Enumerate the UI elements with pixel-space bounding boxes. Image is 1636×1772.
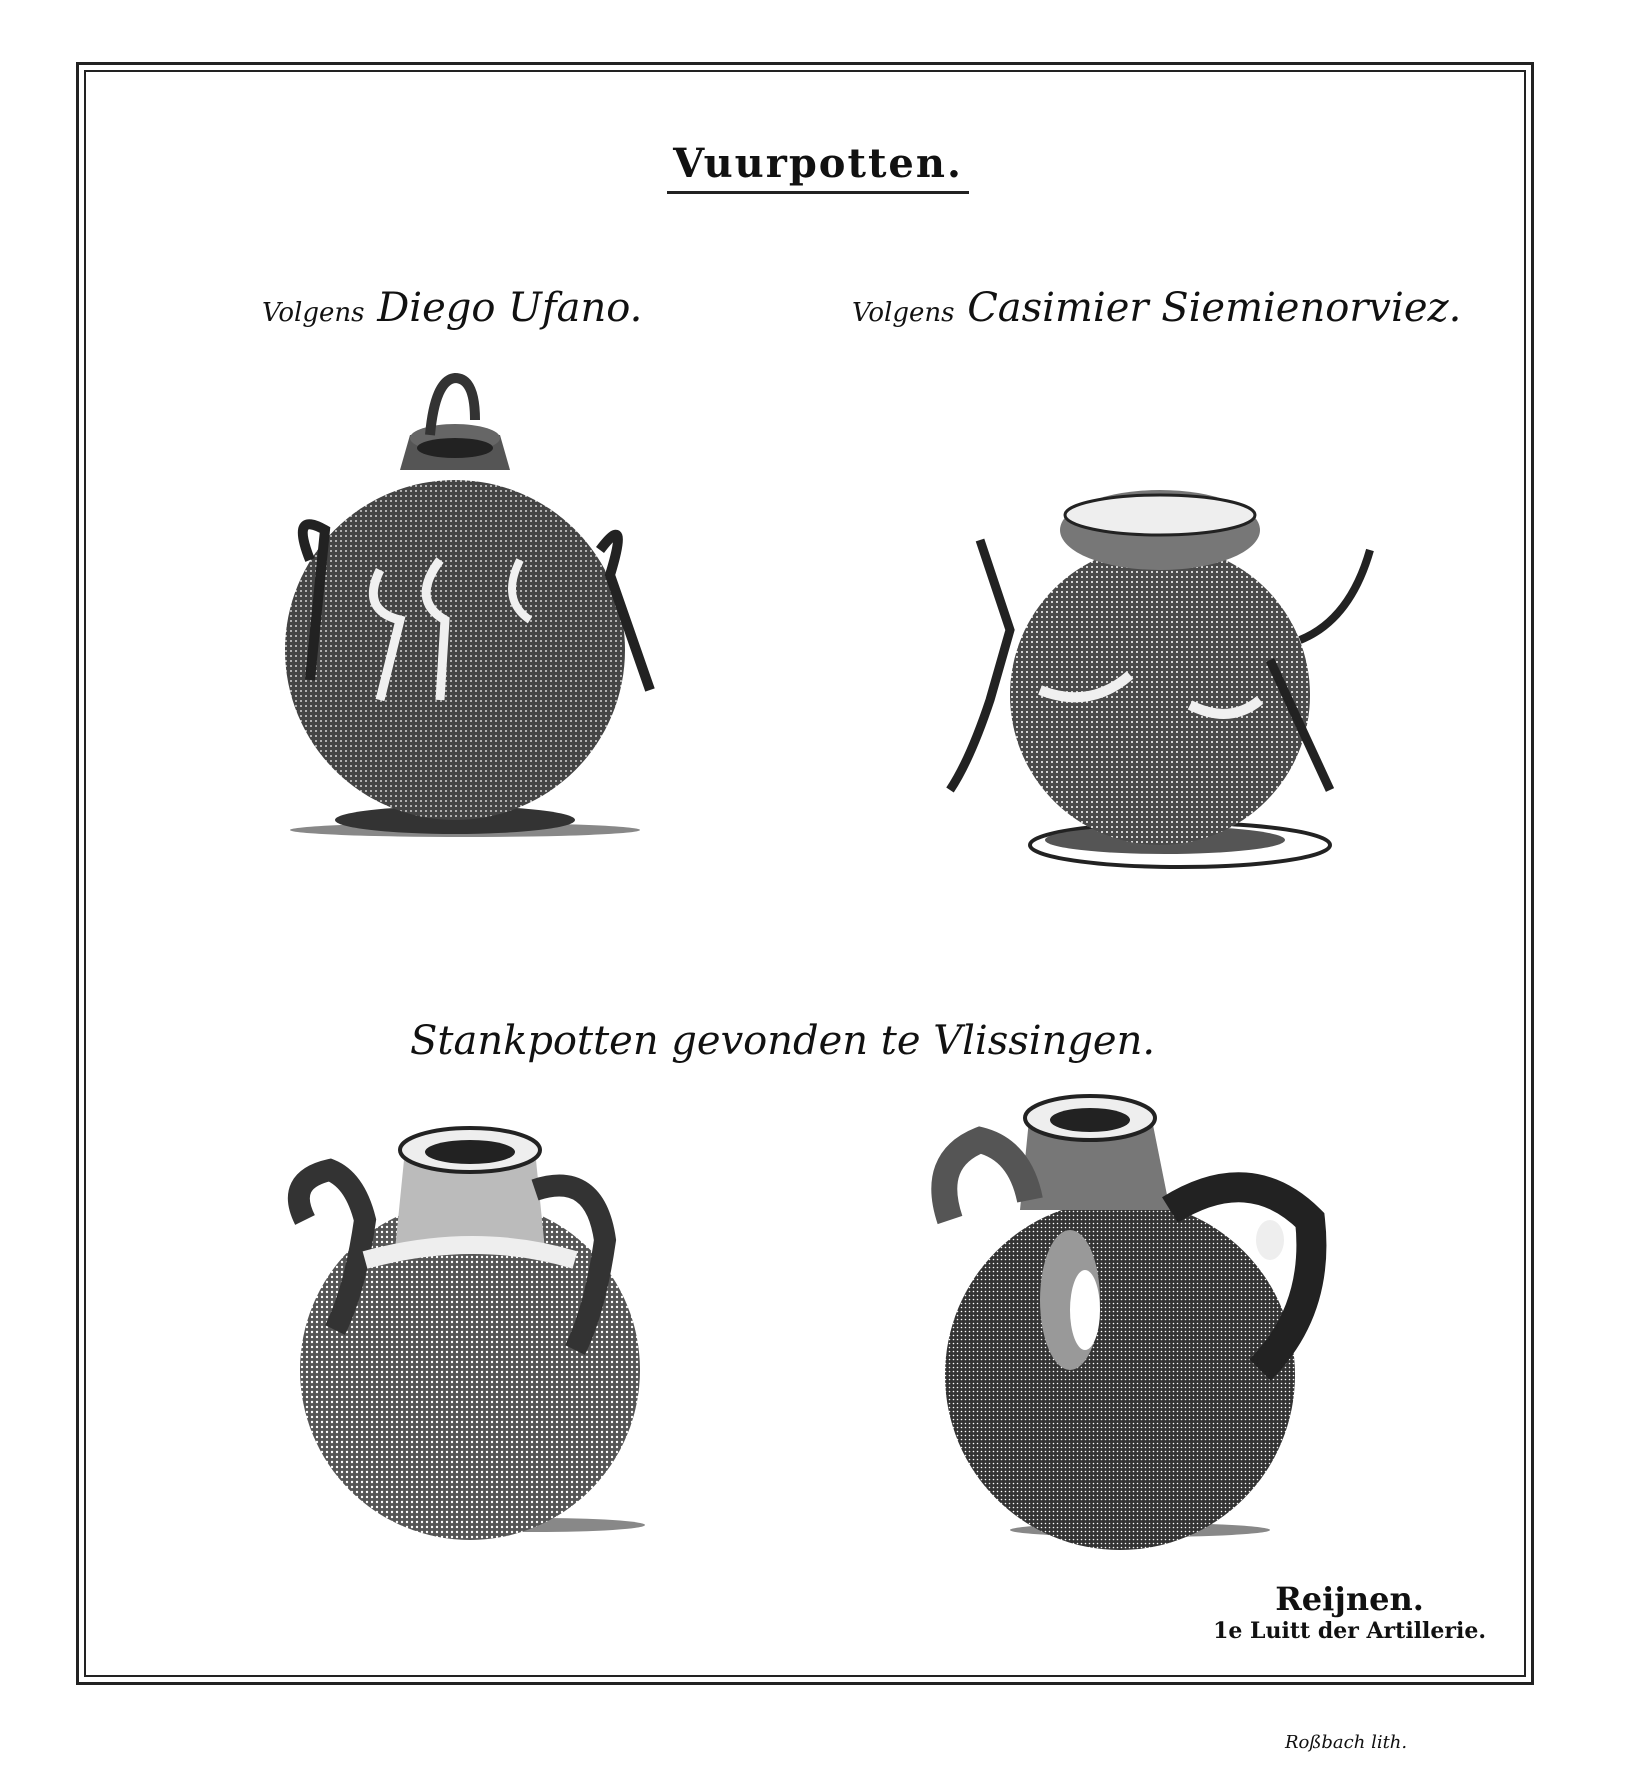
lithographer-credit: Roßbach lith.: [1285, 1732, 1408, 1753]
caption-diego-ufano: [262, 285, 642, 331]
caption-stankpotten: [410, 1018, 1155, 1064]
caption-casimier: [852, 285, 1461, 331]
caption-right-name: Casimier Siemienorviez.: [967, 285, 1462, 331]
stank-pot-right-drawing: [920, 1090, 1340, 1550]
author-name: Reijnen.: [1275, 1580, 1424, 1618]
stank-pot-left-drawing: [275, 1110, 675, 1550]
caption-left-name: Diego Ufano.: [377, 285, 643, 331]
caption-left-prefix: Volgens: [262, 298, 365, 328]
fire-pot-diego-ufano-drawing: [230, 360, 700, 840]
caption-right-prefix: Volgens: [852, 298, 955, 328]
author-signature: [1213, 1580, 1486, 1644]
plate-title-text: Vuurpotten.: [667, 140, 969, 194]
caption-middle-text: Stankpotten gevonden te Vlissingen.: [410, 1018, 1156, 1064]
plate-title: [0, 140, 1636, 187]
author-rank: 1e Luitt der Artillerie.: [1213, 1618, 1486, 1644]
fire-pot-casimier-drawing: [930, 470, 1400, 880]
